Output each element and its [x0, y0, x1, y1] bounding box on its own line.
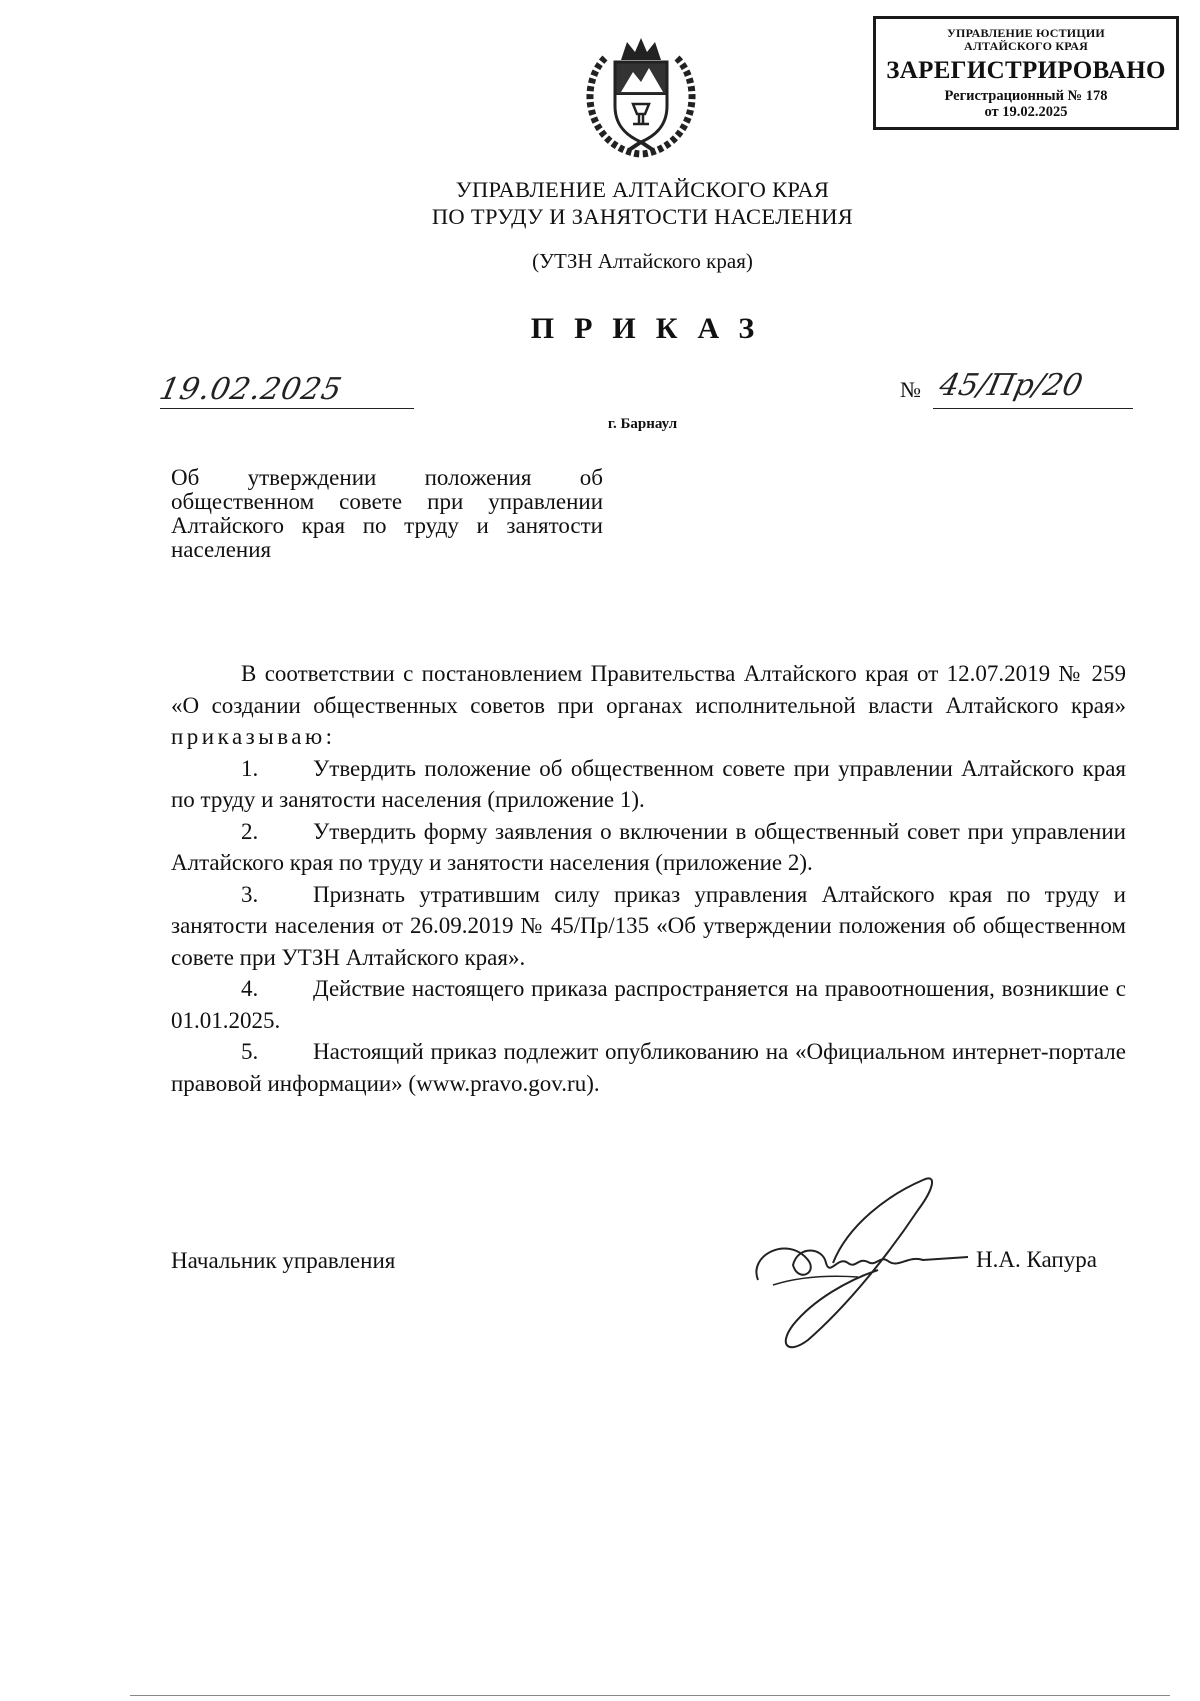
item-number: 3. — [241, 881, 259, 907]
signatory-name: Н.А. Капура — [976, 1247, 1097, 1272]
stamp-status: ЗАРЕГИСТРИРОВАНО — [886, 57, 1166, 85]
page-bottom-edge — [130, 1695, 1170, 1696]
registration-stamp — [873, 16, 1179, 130]
item-text: Признать утратившим силу приказ управления Алтайского края по труду и занятости населения от 26.09.2019 № 45/Пр/135 «Об утверждении положения об общественном совете при УТЗН Алтайского края». — [171, 881, 1126, 970]
list-item — [171, 753, 1126, 816]
item-text: Действие настоящего приказа распространяется на правоотношения, возникшие с 01.01.2025. — [171, 976, 1126, 1033]
list-item — [171, 973, 1126, 1036]
item-number: 4. — [241, 976, 259, 1001]
list-item — [171, 1036, 1126, 1099]
list-item — [171, 879, 1126, 974]
document-body — [171, 658, 1126, 1099]
organization-title-line1: УПРАВЛЕНИЕ АЛТАЙСКОГО КРАЯ — [455, 177, 830, 202]
stamp-date: от 19.02.2025 — [984, 103, 1068, 120]
item-text: Настоящий приказ подлежит опубликованию на «Официальном интернет-портале правовой информации» (www.pravo.gov.ru). — [171, 1039, 1126, 1096]
handwritten-number: 45/Пр/20 — [936, 368, 1086, 403]
stamp-organization: УПРАВЛЕНИЕ ЮСТИЦИИ АЛТАЙСКОГО КРАЯ — [947, 26, 1105, 54]
item-text: Утвердить форму заявления о включении в общественный совет при управлении Алтайского края по труду и занятости населения (приложение 2). — [171, 818, 1126, 875]
preamble-paragraph — [171, 658, 1126, 753]
stamp-registration-number: Регистрационный № 178 — [944, 87, 1108, 104]
handwritten-signature — [738, 1165, 988, 1365]
preamble-text: В соответствии с постановлением Правительства Алтайского края от 12.07.2019 № 259 «О создании общественных советов при органах исполнительной власти Алтайского края» — [171, 661, 1126, 718]
date-line — [160, 408, 414, 409]
handwritten-date: 19.02.2025 — [156, 372, 346, 407]
item-number: 2. — [241, 818, 259, 844]
document-type: ПРИКАЗ — [530, 312, 775, 345]
order-word: приказываю: — [171, 724, 336, 749]
signatory-position: Начальник управления — [171, 1248, 396, 1273]
item-number: 1. — [241, 755, 259, 781]
document-subject: Об утверждении положения об общественном совете при управлении Алтайского края по труду и занятости населения — [171, 465, 603, 562]
item-text: Утвердить положение об общественном совете при управлении Алтайского края по труду и занятости населения (приложение 1). — [171, 755, 1126, 812]
number-sign: № — [900, 377, 921, 402]
item-number: 5. — [241, 1039, 259, 1064]
organization-abbreviation: (УТЗН Алтайского края) — [532, 249, 753, 273]
number-line — [933, 408, 1133, 409]
altai-coat-of-arms-icon — [577, 38, 705, 158]
list-item — [171, 816, 1126, 879]
organization-title-line2: ПО ТРУДУ И ЗАНЯТОСТИ НАСЕЛЕНИЯ — [431, 204, 854, 229]
organization-title — [300, 176, 985, 230]
city: г. Барнаул — [607, 416, 678, 432]
